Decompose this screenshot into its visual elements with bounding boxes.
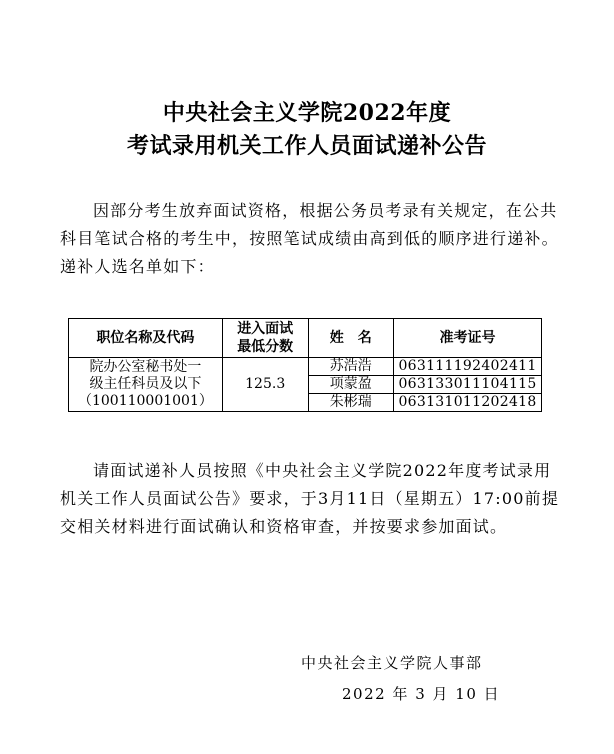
- candidate-table: [68, 318, 542, 412]
- position-code: （100110001001）: [77, 393, 213, 409]
- header-name: 姓 名: [308, 319, 394, 358]
- candidate-name: 朱彬瑞: [308, 394, 394, 412]
- signature-organization: 中央社会主义学院人事部: [301, 654, 483, 672]
- header-position: 职位名称及代码: [69, 319, 223, 358]
- min-score-cell: 125.3: [222, 358, 308, 412]
- announcement-title-line2: 考试录用机关工作人员面试递补公告: [126, 133, 487, 159]
- signature-date: 2022 年 3 月 10 日: [342, 685, 501, 703]
- notice-paragraph: 请面试递补人员按照《中央社会主义学院2022年度考试录用机关工作人员面试公告》要求，于3月11日（星期五）17:00前提交相关材料进行面试确认和资格审查，并按要求参加面试。: [60, 461, 560, 536]
- table-row: [69, 358, 542, 376]
- header-min-score-line2: 最低分数: [237, 339, 294, 355]
- position-line1: 院办公室秘书处一: [89, 359, 202, 375]
- intro-paragraph: 因部分考生放弃面试资格，根据公务员考录有关规定，在公共科目笔试合格的考生中，按照笔试成绩由高到低的顺序进行递补。递补人选名单如下：: [60, 201, 559, 276]
- candidate-exam-id: 063133011104115: [394, 376, 542, 394]
- header-exam-id: 准考证号: [394, 319, 542, 358]
- candidate-exam-id: 063111192402411: [394, 358, 542, 376]
- header-min-score: [222, 319, 308, 358]
- candidate-name: 项蒙盈: [308, 376, 394, 394]
- header-min-score-line1: 进入面试: [237, 321, 294, 337]
- table-header-row: [69, 319, 542, 358]
- position-line2: 级主任科员及以下: [89, 376, 202, 392]
- candidate-name: 苏浩浩: [308, 358, 394, 376]
- candidate-exam-id: 063131011202418: [394, 394, 542, 412]
- position-cell: [69, 358, 223, 412]
- announcement-title-line1: 中央社会主义学院2022年度: [162, 100, 452, 126]
